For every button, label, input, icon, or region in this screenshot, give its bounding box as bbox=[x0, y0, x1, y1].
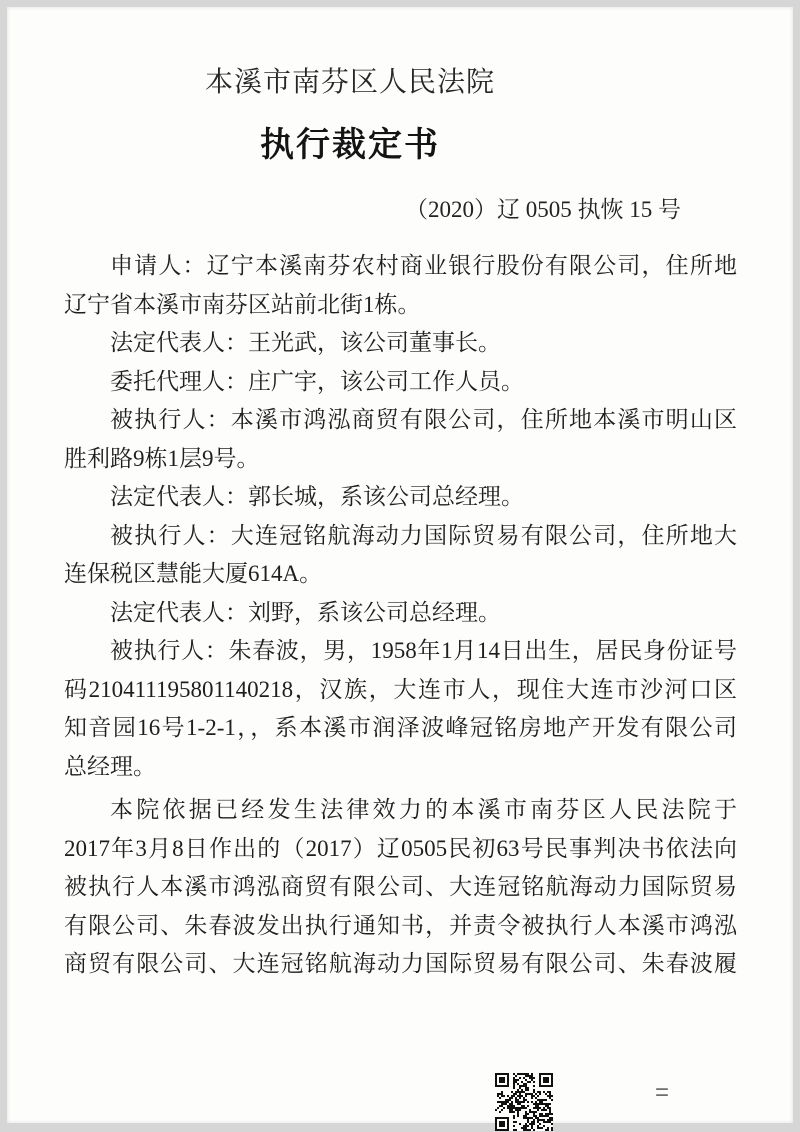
document-title: 执行裁定书 bbox=[260, 126, 440, 164]
text-line: 申请人：辽宁本溪南芬农村商业银行股份有限公司，住所地 bbox=[110, 253, 737, 278]
text-line: 辽宁省本溪市南芬区站前北街1栋。 bbox=[64, 291, 421, 317]
text-line: 胜利路9栋1层9号。 bbox=[64, 445, 260, 471]
text-line: 被执行人本溪市鸿泓商贸有限公司、大连冠铭航海动力国际贸易 bbox=[64, 874, 737, 899]
text-line: 法定代表人：刘野，系该公司总经理。 bbox=[110, 599, 501, 625]
text-line: 知音园16号1-2-1，，系本溪市润泽波峰冠铭房地产开发有限公司 bbox=[64, 715, 737, 740]
qr-code-icon bbox=[495, 1073, 553, 1131]
text-line: 码210411195801140218，汉族，大连市人，现住大连市沙河口区 bbox=[64, 676, 737, 702]
text-line: 有限公司、朱春波发出执行通知书，并责令被执行人本溪市鸿泓 bbox=[64, 912, 737, 938]
text-line: 委托代理人：庄广宇，该公司工作人员。 bbox=[110, 368, 524, 394]
equals-mark: = bbox=[655, 1079, 670, 1106]
text-line: 连保税区慧能大厦614A。 bbox=[64, 561, 323, 586]
text-line: 2017年3月8日作出的（2017）辽0505民初63号民事判决书依法向 bbox=[64, 835, 737, 861]
text-line: 本院依据已经发生法律效力的本溪市南芬区人民法院于 bbox=[110, 797, 737, 822]
text-line: 商贸有限公司、大连冠铭航海动力国际贸易有限公司、朱春波履 bbox=[64, 951, 737, 976]
text-line: 总经理。 bbox=[64, 753, 156, 779]
text-line: 法定代表人：郭长城，系该公司总经理。 bbox=[110, 484, 524, 509]
document-page bbox=[7, 7, 793, 1123]
case-number: （2020）辽 0505 执恢 15 号 bbox=[405, 197, 681, 222]
text-line: 法定代表人：王光武，该公司董事长。 bbox=[110, 330, 501, 355]
text-line: 被执行人：大连冠铭航海动力国际贸易有限公司，住所地大 bbox=[110, 522, 737, 548]
text-line: 被执行人：本溪市鸿泓商贸有限公司，住所地本溪市明山区 bbox=[110, 407, 737, 432]
text-line: 被执行人：朱春波，男，1958年1月14日出生，居民身份证号 bbox=[110, 638, 737, 663]
document-header bbox=[7, 65, 793, 167]
document-body bbox=[7, 247, 793, 984]
court-name: 本溪市南芬区人民法院 bbox=[204, 67, 495, 98]
